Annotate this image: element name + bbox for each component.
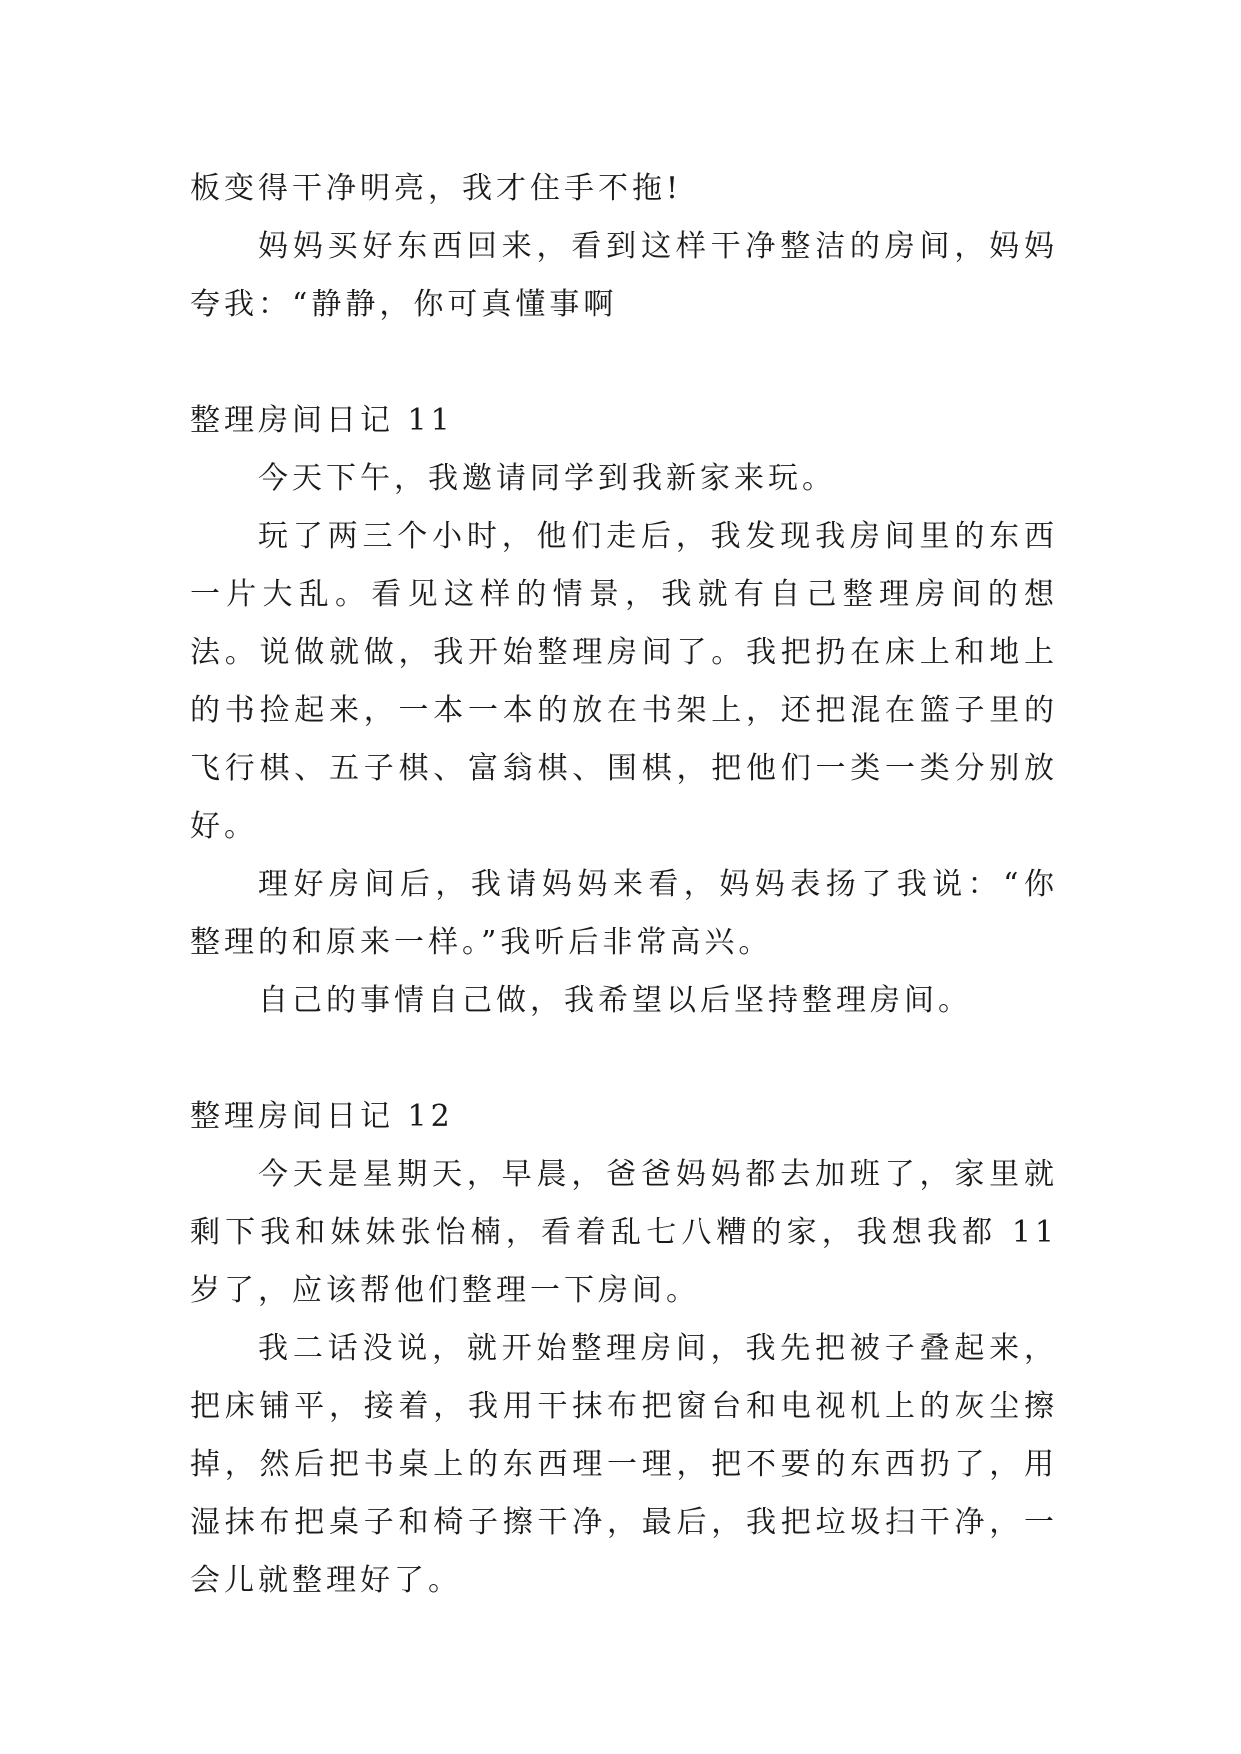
section-gap [190, 1030, 1058, 1088]
paragraph: 自己的事情自己做，我希望以后坚持整理房间。 [258, 983, 972, 1018]
paragraph: 今天下午，我邀请同学到我新家来玩。 [258, 461, 836, 496]
continued-line: 板变得干净明亮，我才住手不拖! [190, 171, 683, 206]
paragraph: 玩了两三个小时，他们走后，我发现我房间里的东西一片大乱。看见这样的情景，我就有自己整理房间的想法。说做就做，我开始整理房间了。我把扔在床上和地上的书捡起来，一本一本的放在书架上，还把混在篮子里的飞行棋、五子棋、富翁棋、围棋，把他们一类一类分别放好。 [190, 519, 1058, 844]
document-body [190, 160, 1058, 1610]
section-title-12: 整理房间日记 12 [190, 1099, 454, 1134]
paragraph-mom-praise: 妈妈买好东西回来，看到这样干净整洁的房间，妈妈夸我：“静静，你可真懂事啊 [190, 229, 1058, 322]
section-gap [190, 334, 1058, 392]
section-title-11: 整理房间日记 11 [190, 403, 454, 438]
paragraph: 理好房间后，我请妈妈来看，妈妈表扬了我说：“你整理的和原来一样。”我听后非常高兴。 [190, 867, 1058, 960]
paragraph: 我二话没说，就开始整理房间，我先把被子叠起来，把床铺平，接着，我用干抹布把窗台和电视机上的灰尘擦掉，然后把书桌上的东西理一理，把不要的东西扔了，用湿抹布把桌子和椅子擦干净，最后，我把垃圾扫干净，一会儿就整理好了。 [190, 1331, 1058, 1598]
paragraph: 今天是星期天，早晨，爸爸妈妈都去加班了，家里就剩下我和妹妹张怡楠，看着乱七八糟的家，我想我都 11 岁了，应该帮他们整理一下房间。 [190, 1157, 1058, 1308]
